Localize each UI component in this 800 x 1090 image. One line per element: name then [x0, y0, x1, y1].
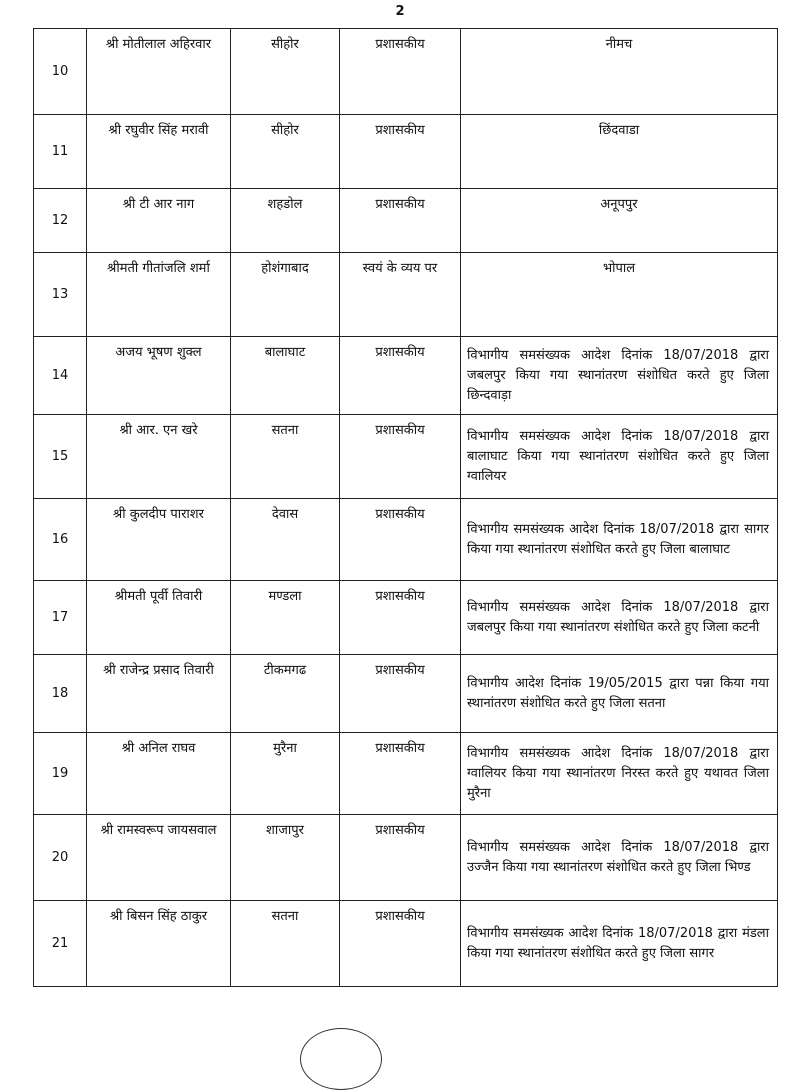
new-posting-cell: अनूपपुर	[461, 189, 778, 253]
current-district-cell: देवास	[231, 499, 340, 581]
employee-name-cell: श्री टी आर नाग	[87, 189, 231, 253]
official-seal-partial	[300, 1028, 382, 1090]
current-district-cell: सीहोर	[231, 115, 340, 189]
current-district-cell: सीहोर	[231, 29, 340, 115]
serial-number-cell: 21	[34, 901, 87, 987]
new-posting-cell: विभागीय समसंख्यक आदेश दिनांक 18/07/2018 द्वारा बालाघाट किया गया स्थानांतरण संशोधित करते हुए जिला ग्वालियर	[461, 415, 778, 499]
table-row	[34, 189, 778, 253]
table-row	[34, 815, 778, 901]
page-number: 2	[395, 4, 405, 19]
new-posting-cell: नीमच	[461, 29, 778, 115]
serial-number-cell: 13	[34, 253, 87, 337]
employee-name-cell: अजय भूषण शुक्ल	[87, 337, 231, 415]
new-posting-cell: विभागीय समसंख्यक आदेश दिनांक 18/07/2018 द्वारा उज्जैन किया गया स्थानांतरण संशोधित करते हुए जिला भिण्ड	[461, 815, 778, 901]
employee-name-cell: श्री राजेन्द्र प्रसाद तिवारी	[87, 655, 231, 733]
serial-number-cell: 18	[34, 655, 87, 733]
serial-number-cell: 20	[34, 815, 87, 901]
current-district-cell: शाजापुर	[231, 815, 340, 901]
table-row	[34, 733, 778, 815]
employee-name-cell: श्री बिसन सिंह ठाकुर	[87, 901, 231, 987]
table-row	[34, 115, 778, 189]
employee-name-cell: श्रीमती पूर्वी तिवारी	[87, 581, 231, 655]
new-posting-cell: विभागीय समसंख्यक आदेश दिनांक 18/07/2018 द्वारा जबलपुर किया गया स्थानांतरण संशोधित करते हुए जिला छिन्दवाड़ा	[461, 337, 778, 415]
employee-name-cell: श्री आर. एन खरे	[87, 415, 231, 499]
transfer-type-cell: प्रशासकीय	[340, 189, 461, 253]
transfer-type-cell: प्रशासकीय	[340, 499, 461, 581]
serial-number-cell: 17	[34, 581, 87, 655]
new-posting-cell: विभागीय आदेश दिनांक 19/05/2015 द्वारा पन्ना किया गया स्थानांतरण संशोधित करते हुए जिला सतना	[461, 655, 778, 733]
serial-number-cell: 11	[34, 115, 87, 189]
table-row	[34, 901, 778, 987]
new-posting-cell: विभागीय समसंख्यक आदेश दिनांक 18/07/2018 द्वारा जबलपुर किया गया स्थानांतरण संशोधित करते हुए जिला कटनी	[461, 581, 778, 655]
employee-name-cell: श्री कुलदीप पाराशर	[87, 499, 231, 581]
table-row	[34, 655, 778, 733]
table-row	[34, 253, 778, 337]
current-district-cell: टीकमगढ	[231, 655, 340, 733]
serial-number-cell: 16	[34, 499, 87, 581]
transfer-type-cell: प्रशासकीय	[340, 581, 461, 655]
new-posting-cell: भोपाल	[461, 253, 778, 337]
serial-number-cell: 15	[34, 415, 87, 499]
transfer-type-cell: प्रशासकीय	[340, 655, 461, 733]
employee-name-cell: श्रीमती गीतांजलि शर्मा	[87, 253, 231, 337]
new-posting-cell: विभागीय समसंख्यक आदेश दिनांक 18/07/2018 द्वारा ग्वालियर किया गया स्थानांतरण निरस्त करते हुए यथावत जिला मुरैना	[461, 733, 778, 815]
new-posting-cell: छिंदवाडा	[461, 115, 778, 189]
employee-name-cell: श्री अनिल राघव	[87, 733, 231, 815]
transfer-type-cell: प्रशासकीय	[340, 29, 461, 115]
transfer-type-cell: प्रशासकीय	[340, 115, 461, 189]
serial-number-cell: 14	[34, 337, 87, 415]
current-district-cell: सतना	[231, 901, 340, 987]
table-row	[34, 29, 778, 115]
current-district-cell: मुरैना	[231, 733, 340, 815]
current-district-cell: सतना	[231, 415, 340, 499]
serial-number-cell: 12	[34, 189, 87, 253]
serial-number-cell: 10	[34, 29, 87, 115]
transfer-type-cell: प्रशासकीय	[340, 337, 461, 415]
employee-name-cell: श्री रामस्वरूप जायसवाल	[87, 815, 231, 901]
serial-number-cell: 19	[34, 733, 87, 815]
transfer-table	[33, 28, 778, 987]
table-row	[34, 581, 778, 655]
current-district-cell: होशंगाबाद	[231, 253, 340, 337]
transfer-type-cell: स्वयं के व्यय पर	[340, 253, 461, 337]
table-row	[34, 415, 778, 499]
employee-name-cell: श्री मोतीलाल अहिरवार	[87, 29, 231, 115]
employee-name-cell: श्री रघुवीर सिंह मरावी	[87, 115, 231, 189]
current-district-cell: शहडोल	[231, 189, 340, 253]
transfer-table-body	[34, 29, 778, 987]
new-posting-cell: विभागीय समसंख्यक आदेश दिनांक 18/07/2018 द्वारा मंडला किया गया स्थानांतरण संशोधित करते हुए जिला सागर	[461, 901, 778, 987]
table-row	[34, 499, 778, 581]
table-row	[34, 337, 778, 415]
transfer-type-cell: प्रशासकीय	[340, 815, 461, 901]
current-district-cell: बालाघाट	[231, 337, 340, 415]
new-posting-cell: विभागीय समसंख्यक आदेश दिनांक 18/07/2018 द्वारा सागर किया गया स्थानांतरण संशोधित करते हुए जिला बालाघाट	[461, 499, 778, 581]
transfer-type-cell: प्रशासकीय	[340, 901, 461, 987]
transfer-type-cell: प्रशासकीय	[340, 415, 461, 499]
current-district-cell: मण्डला	[231, 581, 340, 655]
transfer-type-cell: प्रशासकीय	[340, 733, 461, 815]
